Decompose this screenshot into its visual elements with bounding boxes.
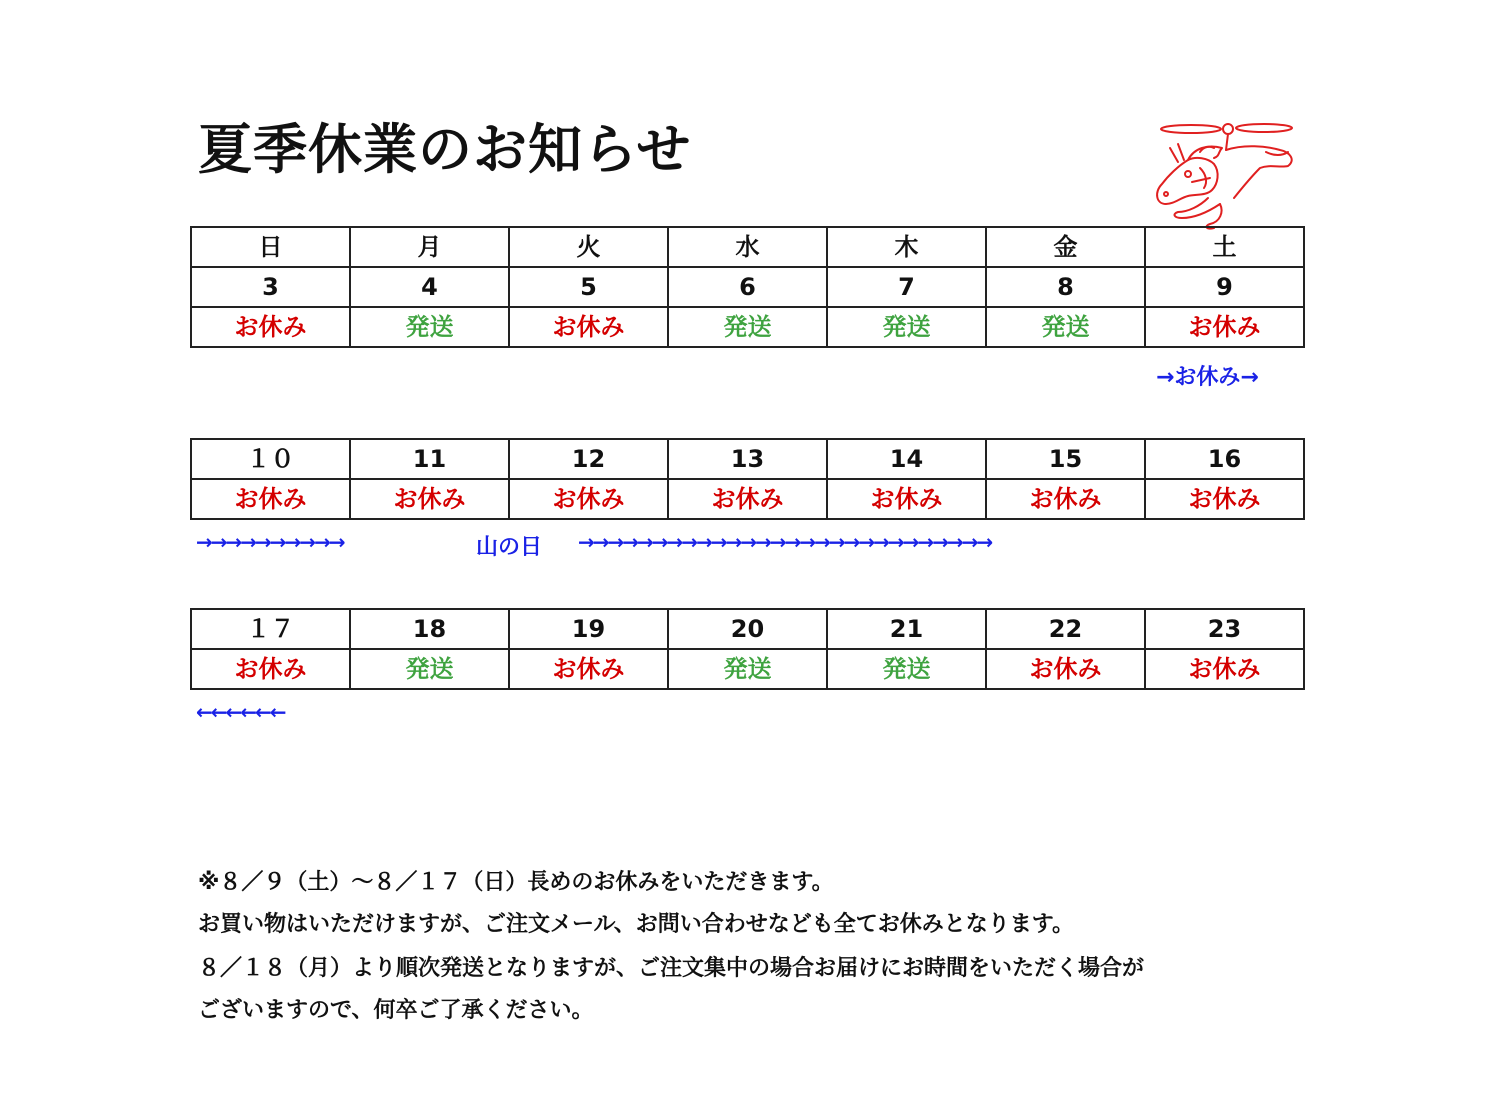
helicopter-horse-mascot-icon — [1148, 118, 1300, 230]
status-cell-rest: お休み — [191, 479, 350, 519]
status-cell-ship: 発送 — [986, 307, 1145, 347]
date-cell: 9 — [1145, 267, 1304, 307]
date-cell: 21 — [827, 609, 986, 649]
week-2-table — [190, 438, 1305, 520]
status-row — [191, 479, 1304, 519]
date-cell: 4 — [350, 267, 509, 307]
status-cell-ship: 発送 — [350, 649, 509, 689]
date-cell: 5 — [509, 267, 668, 307]
weekday-cell: 金 — [986, 227, 1145, 267]
status-cell-rest: お休み — [668, 479, 827, 519]
page-title: 夏季休業のお知らせ — [198, 118, 692, 181]
status-cell-rest: お休み — [509, 307, 668, 347]
status-cell-ship: 発送 — [668, 649, 827, 689]
notice-line-1: ※８／９（土）～８／１７（日）長めのお休みをいただきます。 — [198, 870, 834, 895]
date-row — [191, 609, 1304, 649]
notice-line-4: ございますので、何卒ご了承ください。 — [198, 998, 594, 1023]
notice-line-2: お買い物はいただけますが、ご注文メール、お問い合わせなども全てお休みとなります。 — [198, 912, 1075, 937]
date-row — [191, 439, 1304, 479]
status-cell-rest: お休み — [350, 479, 509, 519]
status-cell-ship: 発送 — [350, 307, 509, 347]
weekday-cell: 水 — [668, 227, 827, 267]
status-cell-ship: 発送 — [827, 307, 986, 347]
week-1-table — [190, 226, 1305, 348]
status-cell-ship: 発送 — [668, 307, 827, 347]
date-cell: 19 — [509, 609, 668, 649]
week-3-table — [190, 608, 1305, 690]
week-3-arrows-back: ←←←←←← — [196, 700, 285, 724]
date-cell: 16 — [1145, 439, 1304, 479]
weekday-header-row — [191, 227, 1304, 267]
date-cell: 22 — [986, 609, 1145, 649]
date-cell: １７ — [191, 609, 350, 649]
date-cell: 12 — [509, 439, 668, 479]
status-cell-rest: お休み — [191, 307, 350, 347]
week-2-arrows-right: →→→→→→→→→→→→→→→→→→→→→→→→→→→→ — [578, 530, 992, 554]
date-cell: 23 — [1145, 609, 1304, 649]
status-cell-rest: お休み — [986, 649, 1145, 689]
weekday-cell: 月 — [350, 227, 509, 267]
status-cell-rest: お休み — [191, 649, 350, 689]
date-cell: 11 — [350, 439, 509, 479]
date-row — [191, 267, 1304, 307]
status-cell-rest: お休み — [1145, 649, 1304, 689]
date-cell: 8 — [986, 267, 1145, 307]
holiday-label: 山の日 — [476, 535, 543, 560]
status-cell-rest: お休み — [509, 649, 668, 689]
date-cell: 6 — [668, 267, 827, 307]
status-cell-rest: お休み — [1145, 307, 1304, 347]
date-cell: 14 — [827, 439, 986, 479]
date-cell: 20 — [668, 609, 827, 649]
weekday-cell: 土 — [1145, 227, 1304, 267]
status-cell-rest: お休み — [1145, 479, 1304, 519]
weekday-cell: 火 — [509, 227, 668, 267]
status-row — [191, 307, 1304, 347]
date-cell: 15 — [986, 439, 1145, 479]
date-cell: 7 — [827, 267, 986, 307]
status-cell-rest: お休み — [509, 479, 668, 519]
week-1-rest-note: →お休み→ — [1156, 365, 1259, 390]
date-cell: 13 — [668, 439, 827, 479]
status-cell-rest: お休み — [827, 479, 986, 519]
notice-line-3: ８／１８（月）より順次発送となりますが、ご注文集中の場合お届けにお時間をいただく場合が — [198, 956, 1145, 981]
date-cell: 3 — [191, 267, 350, 307]
status-row — [191, 649, 1304, 689]
weekday-cell: 木 — [827, 227, 986, 267]
date-cell: 18 — [350, 609, 509, 649]
weekday-cell: 日 — [191, 227, 350, 267]
status-cell-rest: お休み — [986, 479, 1145, 519]
week-2-arrows-left: →→→→→→→→→→ — [196, 530, 344, 554]
status-cell-ship: 発送 — [827, 649, 986, 689]
date-cell: １０ — [191, 439, 350, 479]
